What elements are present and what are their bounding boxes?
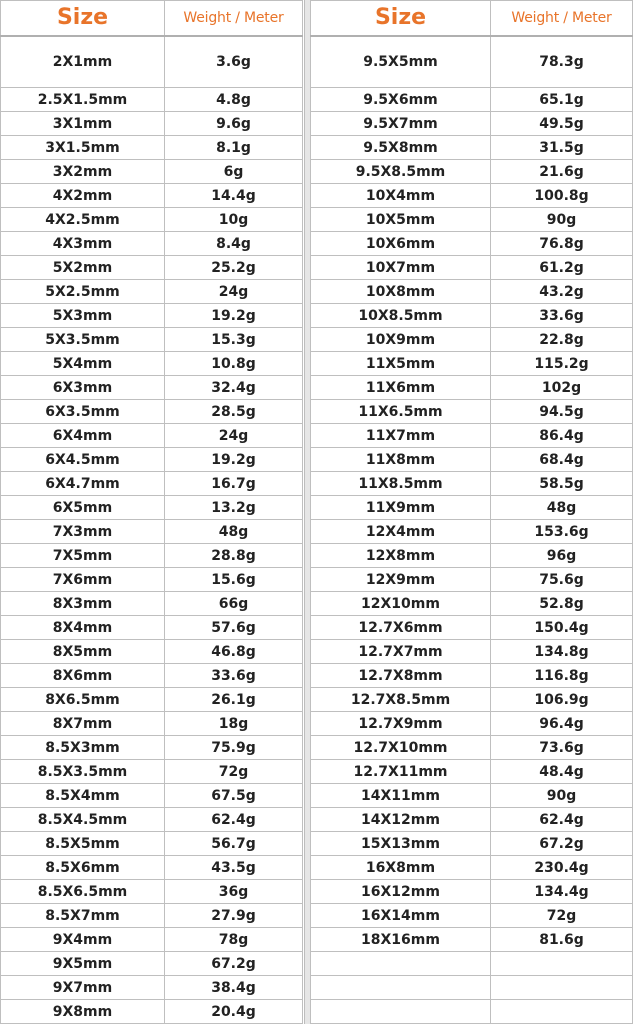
weight-cell: 94.5g <box>491 400 633 424</box>
size-cell: 7X3mm <box>1 520 165 544</box>
size-cell: 14X11mm <box>311 784 491 808</box>
weight-cell: 115.2g <box>491 352 633 376</box>
weight-cell: 76.8g <box>491 232 633 256</box>
table-row <box>311 136 633 160</box>
weight-cell: 24g <box>165 424 303 448</box>
weight-cell: 78.3g <box>491 36 633 88</box>
weight-cell <box>491 976 633 1000</box>
table-row <box>1 544 303 568</box>
size-cell: 8X6.5mm <box>1 688 165 712</box>
table-row <box>1 904 303 928</box>
table-row <box>311 520 633 544</box>
table-row <box>1 256 303 280</box>
weight-cell: 48g <box>491 496 633 520</box>
weight-cell: 61.2g <box>491 256 633 280</box>
weight-cell: 68.4g <box>491 448 633 472</box>
weight-cell: 230.4g <box>491 856 633 880</box>
weight-cell: 72g <box>491 904 633 928</box>
table-row <box>1 616 303 640</box>
table-row <box>311 184 633 208</box>
table-row <box>311 472 633 496</box>
weight-cell: 18g <box>165 712 303 736</box>
weight-cell: 38.4g <box>165 976 303 1000</box>
size-cell: 11X6.5mm <box>311 400 491 424</box>
weight-cell: 25.2g <box>165 256 303 280</box>
weight-cell: 10.8g <box>165 352 303 376</box>
weight-cell: 8.1g <box>165 136 303 160</box>
size-cell: 8.5X4.5mm <box>1 808 165 832</box>
size-cell: 14X12mm <box>311 808 491 832</box>
table-row <box>311 160 633 184</box>
weight-cell: 28.8g <box>165 544 303 568</box>
table-row <box>311 760 633 784</box>
table-row <box>311 832 633 856</box>
size-cell: 9.5X7mm <box>311 112 491 136</box>
weight-cell: 96g <box>491 544 633 568</box>
weight-cell: 134.8g <box>491 640 633 664</box>
weight-cell: 15.3g <box>165 328 303 352</box>
size-cell: 8X3mm <box>1 592 165 616</box>
size-cell: 5X4mm <box>1 352 165 376</box>
table-row <box>311 568 633 592</box>
table-row <box>1 184 303 208</box>
size-cell <box>311 1000 491 1024</box>
table-row <box>1 208 303 232</box>
weight-cell: 33.6g <box>491 304 633 328</box>
weight-cell: 75.6g <box>491 568 633 592</box>
size-cell: 6X4mm <box>1 424 165 448</box>
weight-cell: 96.4g <box>491 712 633 736</box>
size-cell: 7X6mm <box>1 568 165 592</box>
weight-cell: 134.4g <box>491 880 633 904</box>
table-row <box>311 208 633 232</box>
table-row <box>1 856 303 880</box>
size-cell: 6X3mm <box>1 376 165 400</box>
weight-cell: 52.8g <box>491 592 633 616</box>
size-cell: 10X6mm <box>311 232 491 256</box>
size-cell: 10X5mm <box>311 208 491 232</box>
weight-cell: 27.9g <box>165 904 303 928</box>
table-row <box>1 304 303 328</box>
table-row <box>311 256 633 280</box>
weight-cell: 66g <box>165 592 303 616</box>
size-cell: 16X12mm <box>311 880 491 904</box>
table-row <box>1 736 303 760</box>
size-cell: 4X3mm <box>1 232 165 256</box>
size-cell: 8.5X4mm <box>1 784 165 808</box>
table-row <box>311 376 633 400</box>
size-cell: 12X9mm <box>311 568 491 592</box>
table-row <box>311 664 633 688</box>
table-row <box>311 232 633 256</box>
table-row <box>1 520 303 544</box>
weight-cell: 73.6g <box>491 736 633 760</box>
size-cell: 12X10mm <box>311 592 491 616</box>
weight-cell: 19.2g <box>165 304 303 328</box>
weight-cell: 8.4g <box>165 232 303 256</box>
table-row <box>311 976 633 1000</box>
weight-cell: 90g <box>491 208 633 232</box>
weight-cell: 57.6g <box>165 616 303 640</box>
table-row <box>311 784 633 808</box>
weight-cell: 58.5g <box>491 472 633 496</box>
size-cell: 3X1.5mm <box>1 136 165 160</box>
weight-cell: 81.6g <box>491 928 633 952</box>
table-row <box>311 688 633 712</box>
size-cell: 16X14mm <box>311 904 491 928</box>
weight-cell: 21.6g <box>491 160 633 184</box>
weight-cell: 32.4g <box>165 376 303 400</box>
weight-cell: 22.8g <box>491 328 633 352</box>
size-cell: 9.5X8mm <box>311 136 491 160</box>
table-row <box>1 232 303 256</box>
weight-cell: 75.9g <box>165 736 303 760</box>
table-row <box>311 544 633 568</box>
size-cell: 9X7mm <box>1 976 165 1000</box>
table-row <box>1 376 303 400</box>
weight-cell: 4.8g <box>165 88 303 112</box>
weight-cell: 86.4g <box>491 424 633 448</box>
weight-column-header: Weight / Meter <box>491 1 633 37</box>
table-row <box>1 832 303 856</box>
table-row <box>311 112 633 136</box>
size-column-header: Size <box>311 1 491 37</box>
table-row <box>311 928 633 952</box>
size-cell: 8X5mm <box>1 640 165 664</box>
size-cell: 18X16mm <box>311 928 491 952</box>
table-row <box>1 328 303 352</box>
table-row <box>1 640 303 664</box>
weight-cell: 67.2g <box>165 952 303 976</box>
size-cell: 10X9mm <box>311 328 491 352</box>
weight-cell: 20.4g <box>165 1000 303 1024</box>
weight-cell: 43.5g <box>165 856 303 880</box>
weight-cell: 106.9g <box>491 688 633 712</box>
size-cell: 8X4mm <box>1 616 165 640</box>
table-row <box>1 136 303 160</box>
weight-cell: 56.7g <box>165 832 303 856</box>
left-size-table <box>0 0 303 1024</box>
table-row <box>311 352 633 376</box>
size-cell: 5X3.5mm <box>1 328 165 352</box>
weight-cell: 48.4g <box>491 760 633 784</box>
size-cell: 12.7X6mm <box>311 616 491 640</box>
size-column-header: Size <box>1 1 165 37</box>
size-cell: 6X5mm <box>1 496 165 520</box>
size-cell: 11X6mm <box>311 376 491 400</box>
size-cell: 12.7X7mm <box>311 640 491 664</box>
size-cell: 6X4.5mm <box>1 448 165 472</box>
weight-cell: 26.1g <box>165 688 303 712</box>
table-row <box>311 400 633 424</box>
weight-cell: 67.5g <box>165 784 303 808</box>
weight-cell: 46.8g <box>165 640 303 664</box>
size-cell: 4X2mm <box>1 184 165 208</box>
weight-cell: 3.6g <box>165 36 303 88</box>
table-row <box>311 736 633 760</box>
weight-cell: 65.1g <box>491 88 633 112</box>
weight-cell: 15.6g <box>165 568 303 592</box>
table-row <box>1 760 303 784</box>
table-row <box>311 88 633 112</box>
size-cell: 11X9mm <box>311 496 491 520</box>
size-cell: 12.7X11mm <box>311 760 491 784</box>
table-row <box>311 808 633 832</box>
weight-cell: 19.2g <box>165 448 303 472</box>
weight-cell: 48g <box>165 520 303 544</box>
weight-cell: 62.4g <box>165 808 303 832</box>
size-cell: 6X4.7mm <box>1 472 165 496</box>
table-row <box>311 1000 633 1024</box>
table-row <box>311 640 633 664</box>
size-cell <box>311 952 491 976</box>
weight-cell: 90g <box>491 784 633 808</box>
table-row <box>1 784 303 808</box>
table-row <box>1 472 303 496</box>
weight-cell: 62.4g <box>491 808 633 832</box>
table-row <box>311 424 633 448</box>
size-cell: 8.5X5mm <box>1 832 165 856</box>
size-cell: 4X2.5mm <box>1 208 165 232</box>
weight-cell: 116.8g <box>491 664 633 688</box>
table-row <box>311 952 633 976</box>
size-cell: 12.7X10mm <box>311 736 491 760</box>
size-cell: 11X8mm <box>311 448 491 472</box>
weight-cell: 10g <box>165 208 303 232</box>
table-row <box>1 928 303 952</box>
table-row <box>1 808 303 832</box>
table-row <box>1 160 303 184</box>
size-cell: 12.7X8.5mm <box>311 688 491 712</box>
table-row <box>1 688 303 712</box>
size-cell: 16X8mm <box>311 856 491 880</box>
size-cell <box>311 976 491 1000</box>
weight-cell <box>491 952 633 976</box>
size-cell: 5X2mm <box>1 256 165 280</box>
size-cell: 12.7X8mm <box>311 664 491 688</box>
table-row <box>1 352 303 376</box>
table-row <box>311 304 633 328</box>
table-row <box>1 448 303 472</box>
table-row <box>311 904 633 928</box>
size-cell: 9X8mm <box>1 1000 165 1024</box>
size-cell: 12X4mm <box>311 520 491 544</box>
size-cell: 9.5X8.5mm <box>311 160 491 184</box>
table-header-row <box>311 1 633 37</box>
table-row <box>1 400 303 424</box>
size-cell: 10X8mm <box>311 280 491 304</box>
size-cell: 9X4mm <box>1 928 165 952</box>
size-cell: 15X13mm <box>311 832 491 856</box>
weight-cell: 72g <box>165 760 303 784</box>
table-row <box>1 976 303 1000</box>
weight-cell: 78g <box>165 928 303 952</box>
size-cell: 8.5X3mm <box>1 736 165 760</box>
size-cell: 5X2.5mm <box>1 280 165 304</box>
table-row <box>311 36 633 88</box>
table-header-row <box>1 1 303 37</box>
table-row <box>1 112 303 136</box>
size-cell: 9.5X5mm <box>311 36 491 88</box>
table-row <box>1 592 303 616</box>
size-cell: 2X1mm <box>1 36 165 88</box>
weight-cell: 28.5g <box>165 400 303 424</box>
table-row <box>311 592 633 616</box>
size-cell: 11X7mm <box>311 424 491 448</box>
table-row <box>1 880 303 904</box>
table-row <box>1 88 303 112</box>
weight-cell <box>491 1000 633 1024</box>
size-cell: 9X5mm <box>1 952 165 976</box>
size-cell: 8.5X3.5mm <box>1 760 165 784</box>
weight-cell: 16.7g <box>165 472 303 496</box>
weight-cell: 14.4g <box>165 184 303 208</box>
size-cell: 8.5X7mm <box>1 904 165 928</box>
size-cell: 11X8.5mm <box>311 472 491 496</box>
size-cell: 8X7mm <box>1 712 165 736</box>
size-cell: 9.5X6mm <box>311 88 491 112</box>
weight-cell: 102g <box>491 376 633 400</box>
table-row <box>311 328 633 352</box>
table-row <box>1 952 303 976</box>
table-row <box>311 448 633 472</box>
table-row <box>1 424 303 448</box>
weight-cell: 31.5g <box>491 136 633 160</box>
weight-cell: 33.6g <box>165 664 303 688</box>
table-row <box>311 280 633 304</box>
size-cell: 10X7mm <box>311 256 491 280</box>
size-cell: 7X5mm <box>1 544 165 568</box>
size-cell: 10X8.5mm <box>311 304 491 328</box>
weight-cell: 13.2g <box>165 496 303 520</box>
weight-cell: 49.5g <box>491 112 633 136</box>
table-row <box>1 36 303 88</box>
table-row <box>1 1000 303 1024</box>
size-cell: 2.5X1.5mm <box>1 88 165 112</box>
size-cell: 3X2mm <box>1 160 165 184</box>
size-cell: 6X3.5mm <box>1 400 165 424</box>
size-cell: 8.5X6.5mm <box>1 880 165 904</box>
table-row <box>1 568 303 592</box>
weight-cell: 100.8g <box>491 184 633 208</box>
size-cell: 8.5X6mm <box>1 856 165 880</box>
table-row <box>311 712 633 736</box>
table-row <box>1 280 303 304</box>
size-cell: 12X8mm <box>311 544 491 568</box>
weight-column-header: Weight / Meter <box>165 1 303 37</box>
weight-cell: 6g <box>165 160 303 184</box>
size-cell: 11X5mm <box>311 352 491 376</box>
weight-cell: 24g <box>165 280 303 304</box>
weight-cell: 43.2g <box>491 280 633 304</box>
weight-cell: 153.6g <box>491 520 633 544</box>
table-row <box>1 496 303 520</box>
right-size-table <box>310 0 633 1024</box>
size-cell: 3X1mm <box>1 112 165 136</box>
table-row <box>311 856 633 880</box>
weight-cell: 150.4g <box>491 616 633 640</box>
table-row <box>311 496 633 520</box>
table-row <box>1 664 303 688</box>
size-cell: 10X4mm <box>311 184 491 208</box>
size-cell: 5X3mm <box>1 304 165 328</box>
table-row <box>1 712 303 736</box>
weight-cell: 67.2g <box>491 832 633 856</box>
size-cell: 8X6mm <box>1 664 165 688</box>
weight-cell: 9.6g <box>165 112 303 136</box>
table-row <box>311 616 633 640</box>
size-cell: 12.7X9mm <box>311 712 491 736</box>
table-row <box>311 880 633 904</box>
weight-cell: 36g <box>165 880 303 904</box>
